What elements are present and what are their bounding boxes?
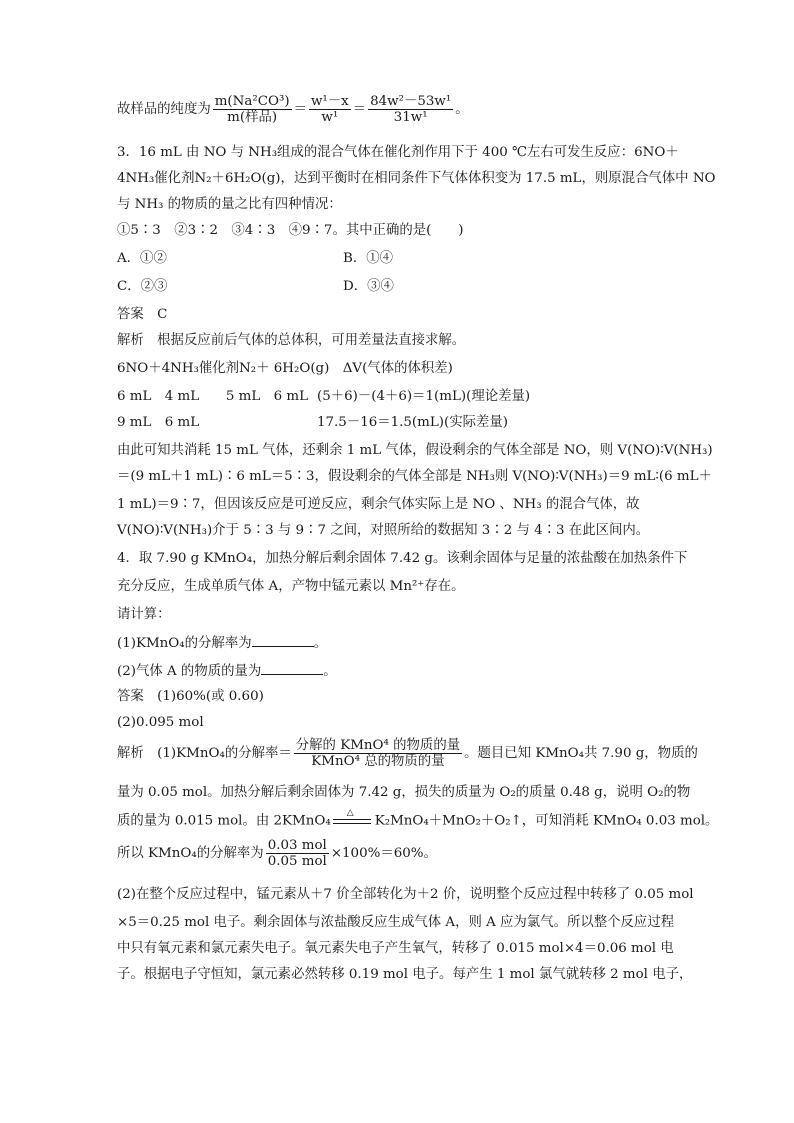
paragraph-line: 由此可知共消耗 15 mL 气体，还剩余 1 mL 气体，假设剩余的气体全部是 NO，则 V(NO)∶V(NH₃) <box>117 443 713 458</box>
answer-blank-1[interactable] <box>252 634 314 647</box>
analysis-4-line-1 <box>117 738 698 769</box>
sub-question-2 <box>117 662 337 681</box>
analysis-4-part2-line-1: (2)在整个反应过程中，锰元素从＋7 价全部转化为＋2 价，说明整个反应过程中转移了 0.05 mol <box>117 887 694 902</box>
numerator: m(Na²CO³) <box>214 94 290 109</box>
volumes: 6 mL 4 mL 5 mL 6 mL <box>117 389 309 404</box>
volumes: 9 mL 6 mL <box>117 415 200 430</box>
analysis-3: 解析 根据反应前后气体的总体积，可用差量法直接求解。 <box>117 333 466 348</box>
paragraph-line: V(NO)∶V(NH₃)介于 5∶3 与 9∶7 之间，对照所给的数据知 3∶2 与 4∶3 在此区间内。 <box>117 523 650 538</box>
heat-icon: △ <box>346 808 354 818</box>
denominator: 0.05 mol <box>267 854 327 869</box>
text: (2)气体 A 的物质的量为 <box>117 664 262 679</box>
fraction-rate <box>266 838 329 869</box>
volume-row-1 <box>117 388 531 406</box>
question-3-line-1: 3．16 mL 由 NO 与 NH₃组成的混合气体在催化剂作用下于 400 ℃左右可发生反应：6NO＋ <box>117 145 679 160</box>
numerator: 分解的 KMnO⁴ 的物质的量 <box>295 738 461 753</box>
analysis-4-part2-line-4: 子。根据电子守恒知，氯元素必然转移 0.19 mol 电子。每产生 1 mol 氯气就转移 2 mol 电子， <box>117 967 693 982</box>
option-c[interactable]: C．②③ <box>117 279 168 294</box>
heating-condition-symbol <box>331 808 375 830</box>
paragraph-line: ＝(9 mL＋1 mL)∶6 mL＝5∶3，假设剩余的气体全部是 NH₃则 V(NO)∶V(NH₃)＝9 mL∶(6 mL＋ <box>117 469 712 484</box>
question-3-line-3: 与 NH₃ 的物质的量之比有四种情况： <box>117 197 342 212</box>
analysis-4-part2-line-2: ×5＝0.25 mol 电子。剩余固体与浓盐酸反应生成气体 A，则 A 应为氯气。所以整个反应过程 <box>117 915 675 930</box>
numerator: w¹－x <box>310 94 349 109</box>
question-4-line-3: 请计算： <box>117 607 171 622</box>
text: 解析 (1)KMnO₄的分解率＝ <box>117 746 292 761</box>
theory-difference: (5＋6)－(4＋6)＝1(mL)(理论差量) <box>317 389 531 404</box>
option-b[interactable]: B．①④ <box>343 251 394 266</box>
analysis-4-line-4 <box>117 838 437 869</box>
text: 故样品的纯度为 <box>117 102 211 117</box>
period: 。 <box>323 664 337 679</box>
fraction-decomposition <box>294 738 462 769</box>
question-4-line-2: 充分反应，生成单质气体 A，产物中锰元素以 Mn²⁺存在。 <box>117 579 465 594</box>
options-row-1 <box>117 250 394 268</box>
volume-row-2 <box>117 414 508 432</box>
option-a[interactable]: A．①② <box>117 251 167 266</box>
numerator: 0.03 mol <box>267 838 327 853</box>
paragraph-line: 1 mL)＝9∶7，但因该反应是可逆反应，剩余气体实际上是 NO 、NH₃ 的混合气体，故 <box>117 497 640 512</box>
period: 。 <box>455 102 469 117</box>
question-3-line-2: 4NH₃催化剂N₂＋6H₂O(g)，达到平衡时在相同条件下气体体积变为 17.5 mL，则原混合气体中 NO <box>117 171 716 186</box>
option-d[interactable]: D．③④ <box>343 279 394 294</box>
purity-formula-line <box>117 94 469 125</box>
analysis-4-line-3 <box>117 808 719 831</box>
fraction-w <box>309 94 351 125</box>
denominator: 31w¹ <box>393 110 428 125</box>
answer-4-part-1: 答案 (1)60%(或 0.60) <box>117 689 264 704</box>
text: 所以 KMnO₄的分解率为 <box>117 846 264 861</box>
text: ×100%＝60%。 <box>330 846 437 861</box>
question-4-line-1: 4．取 7.90 g KMnO₄，加热分解后剩余固体 7.42 g。该剩余固体与足量的浓盐酸在加热条件下 <box>117 551 688 566</box>
analysis-4-line-2: 量为 0.05 mol。加热分解后剩余固体为 7.42 g，损失的质量为 O₂的质量 0.48 g，说明 O₂的物 <box>117 785 691 800</box>
equals-sign: ＝ <box>293 102 307 117</box>
text: (1)KMnO₄的分解率为 <box>117 636 252 651</box>
equals-sign: ＝ <box>352 102 367 117</box>
answer-3: 答案 C <box>117 307 168 322</box>
denominator: w¹ <box>321 110 339 125</box>
options-row-2 <box>117 278 394 296</box>
denominator: m(样品) <box>227 110 278 125</box>
question-3-ratios: ①5∶3 ②3∶2 ③4∶3 ④9∶7。其中正确的是( ) <box>117 223 464 238</box>
fraction-result <box>368 94 453 125</box>
text: 。题目已知 KMnO₄共 7.90 g，物质的 <box>464 746 698 761</box>
sub-question-1 <box>117 634 327 653</box>
text: 质的量为 0.015 mol。由 2KMnO₄ <box>117 813 331 829</box>
answer-blank-2[interactable] <box>261 662 323 675</box>
reaction-equation: 6NO＋4NH₃催化剂N₂＋ 6H₂O(g) ΔV(气体的体积差) <box>117 361 453 376</box>
fraction-mass <box>213 94 292 125</box>
actual-difference: 17.5－16＝1.5(mL)(实际差量) <box>317 415 508 430</box>
period: 。 <box>313 636 327 651</box>
numerator: 84w²－53w¹ <box>370 94 452 109</box>
analysis-4-part2-line-3: 中只有氧元素和氯元素失电子。氧元素失电子产生氧气，转移了 0.015 mol×4＝0.06 mol 电 <box>117 941 674 956</box>
answer-4-part-2: (2)0.095 mol <box>117 715 204 730</box>
text: K₂MnO₄＋MnO₂＋O₂↑，可知消耗 KMnO₄ 0.03 mol。 <box>374 813 719 829</box>
denominator: KMnO⁴ 总的物质的量 <box>311 754 445 769</box>
